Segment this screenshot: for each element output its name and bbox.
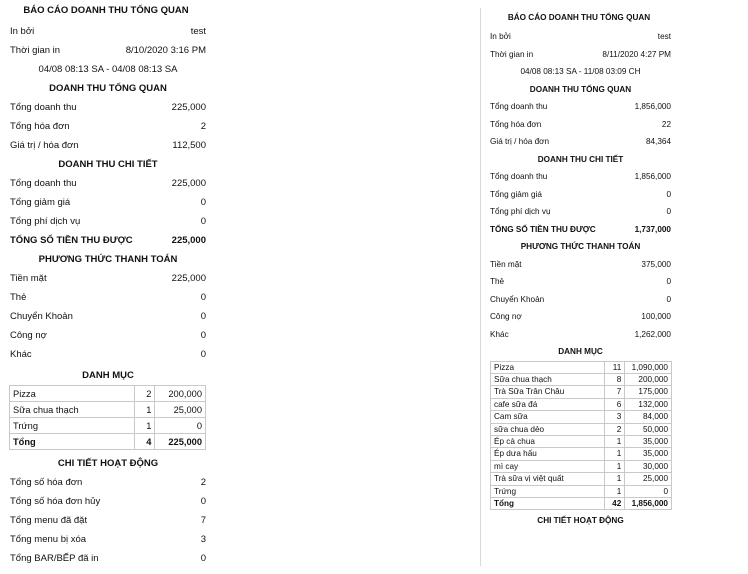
table-total-row [491,497,672,509]
row-value: 1,856,000 [634,172,671,181]
overview-row [481,116,677,134]
item-name: Ép cà chua [491,435,605,447]
report-title: BÁO CÁO DOANH THU TỔNG QUAN [507,13,651,22]
printed-by-row [0,22,212,41]
item-amount: 84,000 [625,411,672,423]
table-row [491,386,672,398]
row-label: Tổng giảm giá [10,197,71,208]
item-amount: 35,000 [625,435,672,447]
item-name: Trứng [10,418,135,434]
activity-heading: CHI TIẾT HOẠT ĐỘNG [537,516,624,526]
row-label: Tổng phí dịch vụ [10,216,81,227]
activity-heading: CHI TIẾT HOẠT ĐỘNG [57,458,159,469]
item-amount: 200,000 [625,373,672,385]
activity-row [0,511,212,530]
row-value: 84,364 [645,137,671,146]
item-amount: 132,000 [625,398,672,410]
table-row [491,460,672,472]
row-value: 3 [200,534,206,545]
item-amount: 200,000 [155,386,206,402]
printed-by-value: test [190,26,206,37]
item-name: Sữa chua thạch [10,402,135,418]
item-name: Trà sữa vị việt quất [491,473,605,485]
item-amount: 0 [155,418,206,434]
total-collected-value: 225,000 [171,235,206,246]
item-qty: 1 [604,448,625,460]
row-label: Tổng doanh thu [10,102,77,113]
table-row [10,418,206,434]
overview-row [0,136,212,155]
item-amount: 175,000 [625,386,672,398]
print-time-label: Thời gian in [490,49,534,59]
category-table [9,385,206,450]
item-qty: 6 [604,398,625,410]
table-row [491,485,672,497]
item-qty: 1 [134,418,155,434]
item-name: Pizza [491,361,605,373]
row-label: Tổng BAR/BẾP đã in [10,553,99,564]
item-name: Pizza [10,386,135,402]
row-value: 0 [200,553,206,564]
overview-row [481,98,677,116]
row-value: 0 [666,277,671,286]
item-qty: 11 [604,361,625,373]
total-label: Tổng [491,497,605,509]
row-label: Giá trị / hóa đơn [10,140,79,151]
row-value: 0 [200,292,206,303]
item-name: mì cay [491,460,605,472]
row-label: Chuyển Khoản [10,311,73,322]
payment-row [481,256,677,274]
payment-row [0,269,212,288]
item-name: sữa chua dẻo [491,423,605,435]
receipt-left [0,0,212,574]
payment-row [481,273,677,291]
item-amount: 25,000 [155,402,206,418]
print-time-value: 8/10/2020 3:16 PM [125,45,206,56]
print-time-label: Thời gian in [10,45,61,56]
item-name: Trà Sữa Trân Châu [491,386,605,398]
overview-row [481,133,677,151]
row-label: Tổng menu đã đặt [10,515,88,526]
row-value: 0 [200,311,206,322]
row-label: Tổng số hóa đơn [10,477,83,488]
row-value: 22 [661,119,671,129]
total-collected-row [0,231,212,250]
receipt-right [480,8,677,566]
row-value: 225,000 [171,273,206,284]
row-value: 0 [200,349,206,360]
activity-row [0,492,212,511]
printed-by-value: test [657,32,671,41]
row-label: Giá trị / hóa đơn [490,137,550,146]
payment-heading: PHƯƠNG THỨC THANH TOÁN [38,254,178,265]
total-qty: 42 [604,497,625,509]
total-amount: 1,856,000 [625,497,672,509]
item-amount: 35,000 [625,448,672,460]
print-time-row [481,46,677,64]
printed-by-row [481,28,677,46]
overview-row [0,117,212,136]
detail-row [0,174,212,193]
row-label: Thẻ [10,292,27,303]
category-table [490,361,672,511]
activity-row [0,549,212,568]
total-qty: 4 [134,434,155,450]
overview-heading: DOANH THU TỔNG QUAN [49,83,167,94]
item-name: Cam sữa [491,411,605,423]
item-qty: 8 [604,373,625,385]
item-name: cafe sữa đá [491,398,605,410]
category-heading: DANH MỤC [558,347,603,356]
row-label: Thẻ [490,277,505,286]
row-label: Tổng số hóa đơn hủy [10,496,101,507]
row-value: 0 [666,189,671,199]
row-value: 0 [200,216,206,227]
row-value: 7 [200,515,206,526]
overview-row [0,98,212,117]
item-name: Trứng [491,485,605,497]
detail-row [481,186,677,204]
item-qty: 2 [134,386,155,402]
row-label: Công nợ [10,330,47,341]
row-value: 375,000 [641,259,671,269]
total-collected-value: 1,737,000 [634,224,671,234]
item-amount: 50,000 [625,423,672,435]
payment-row [0,307,212,326]
detail-heading: DOANH THU CHI TIẾT [58,159,158,170]
row-value: 0 [200,197,206,208]
activity-row [0,530,212,549]
item-qty: 7 [604,386,625,398]
printed-by-label: In bởi [10,26,35,37]
item-amount: 30,000 [625,460,672,472]
date-range: 04/08 08:13 SA - 11/08 03:09 CH [520,67,641,76]
report-title: BÁO CÁO DOANH THU TỔNG QUAN [23,5,189,16]
print-time-value: 8/11/2020 4:27 PM [602,49,671,59]
item-name: Sữa chua thạch [491,373,605,385]
row-value: 0 [666,207,671,216]
row-label: Tổng giảm giá [490,189,542,199]
detail-row [481,168,677,186]
row-label: Tổng doanh thu [10,178,77,189]
row-value: 0 [200,330,206,341]
date-range: 04/08 08:13 SA - 04/08 08:13 SA [38,64,178,75]
row-label: Tổng doanh thu [490,102,548,111]
table-row [10,402,206,418]
row-value: 0 [666,294,671,304]
row-label: Tổng hóa đơn [10,121,70,132]
row-value: 225,000 [171,102,206,113]
row-label: Chuyển Khoản [490,294,545,304]
table-row [491,473,672,485]
table-total-row [10,434,206,450]
row-value: 112,500 [172,140,206,151]
item-amount: 1,090,000 [625,361,672,373]
payment-heading: PHƯƠNG THỨC THANH TOÁN [520,242,641,251]
detail-row [481,203,677,221]
row-value: 2 [200,121,206,132]
detail-row [0,193,212,212]
total-collected-row [481,221,677,239]
table-row [491,411,672,423]
item-qty: 3 [604,411,625,423]
item-name: Ép dưa hấu [491,448,605,460]
item-qty: 1 [604,460,625,472]
row-label: Tổng doanh thu [490,172,548,181]
item-qty: 1 [604,435,625,447]
payment-row [0,345,212,364]
row-value: 225,000 [171,178,206,189]
row-label: Tổng phí dịch vụ [490,207,551,216]
table-row [491,398,672,410]
row-value: 2 [200,477,206,488]
item-qty: 1 [134,402,155,418]
table-row [491,361,672,373]
item-qty: 1 [604,485,625,497]
row-value: 1,262,000 [634,329,671,339]
row-label: Tổng menu bị xóa [10,534,87,545]
payment-row [0,288,212,307]
table-row [491,373,672,385]
row-label: Tiền mặt [10,273,47,284]
total-collected-label: TỔNG SỐ TIỀN THU ĐƯỢC [10,235,133,246]
table-row [10,386,206,402]
overview-heading: DOANH THU TỔNG QUAN [529,84,632,94]
item-qty: 1 [604,473,625,485]
payment-row [481,291,677,309]
payment-row [481,308,677,326]
item-amount: 0 [625,485,672,497]
row-value: 0 [200,496,206,507]
total-collected-label: TỔNG SỐ TIỀN THU ĐƯỢC [490,224,596,234]
detail-heading: DOANH THU CHI TIẾT [537,154,624,164]
row-label: Tổng hóa đơn [490,119,542,129]
payment-row [481,326,677,344]
category-heading: DANH MỤC [82,370,134,381]
row-value: 100,000 [641,312,671,321]
row-label: Khác [10,349,32,360]
total-label: Tổng [10,434,135,450]
total-amount: 225,000 [155,434,206,450]
detail-row [0,212,212,231]
item-amount: 25,000 [625,473,672,485]
table-row [491,423,672,435]
item-qty: 2 [604,423,625,435]
printed-by-label: In bởi [490,32,511,41]
row-label: Công nợ [490,312,522,321]
row-value: 1,856,000 [634,102,671,111]
table-row [491,435,672,447]
payment-row [0,326,212,345]
row-label: Tiền mặt [490,259,522,269]
row-label: Khác [490,329,509,339]
table-row [491,448,672,460]
activity-row [0,473,212,492]
print-time-row [0,41,212,60]
